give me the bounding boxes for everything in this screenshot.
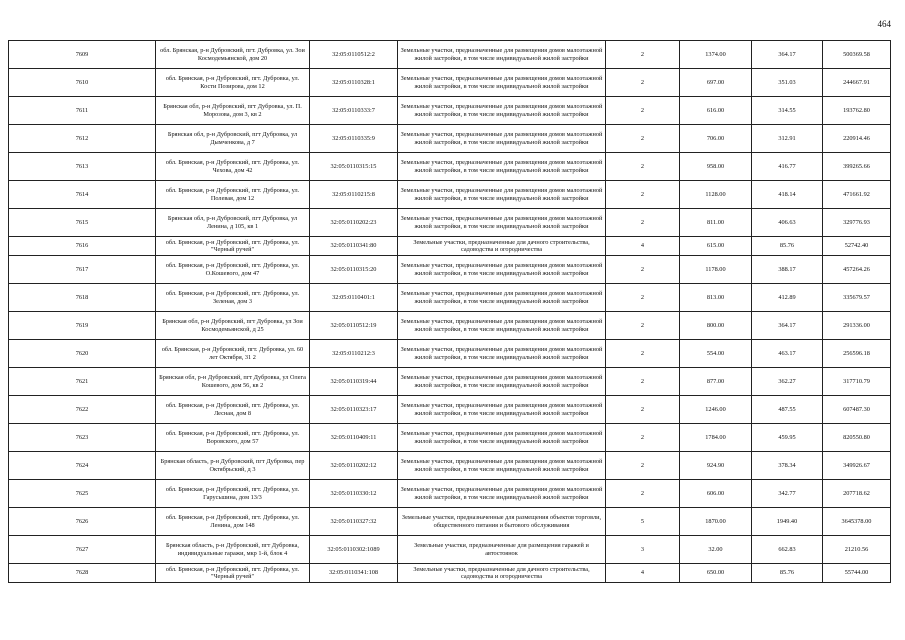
land-use-cell: Земельные участки, предназначенные для размещения домов малоэтажной жилой застройки, в том числе индивидуальной жилой застройки [398,452,606,480]
address-cell: обл. Брянская, р-н Дубровский, пгт. Дубровка, ул. Зои Космодемьянской, дом 20 [156,41,310,69]
cadastral-number-cell: 32:05:0110401:1 [310,284,398,312]
specific-value-cell: 388.17 [752,256,823,284]
address-cell: обл. Брянская, р-н Дубровский, пгт. Дубровка, ул. Кости Позирова, дом 12 [156,69,310,97]
row-number-cell: 7610 [9,69,156,97]
cadastral-value-cell: 317710.79 [823,368,891,396]
address-cell: обл. Брянская, р-н Дубровский, пгт. Дубровка, ул. Зеленая, дом 3 [156,284,310,312]
specific-value-cell: 406.63 [752,209,823,237]
cadastral-value-cell: 329776.93 [823,209,891,237]
area-cell: 1784.00 [680,424,752,452]
land-cadastral-table [8,40,891,583]
address-cell: обл. Брянская, р-н Дубровский, пгт. Дубровка, ул. Чехова, дом 42 [156,153,310,181]
specific-value-cell: 418.14 [752,181,823,209]
specific-value-cell: 378.34 [752,452,823,480]
cadastral-value-cell: 500369.58 [823,41,891,69]
cadastral-value-cell: 349926.67 [823,452,891,480]
area-cell: 1128.00 [680,181,752,209]
cadastral-number-cell: 32:05:0110327:32 [310,508,398,536]
table-row [9,312,891,340]
address-cell: обл. Брянская, р-н Дубровский, пгт. Дубровка, ул. "Черный ручей" [156,237,310,256]
cadastral-number-cell: 32:05:0110202:12 [310,452,398,480]
table-row [9,209,891,237]
group-cell: 4 [606,237,680,256]
address-cell: обл. Брянская, р-н Дубровский, пгт. Дубровка, ул. Полевая, дом 12 [156,181,310,209]
table-row [9,284,891,312]
land-use-cell: Земельные участки, предназначенные для дачного строительства, садоводства и огородничества [398,237,606,256]
table-row [9,368,891,396]
group-cell: 2 [606,480,680,508]
table-row [9,181,891,209]
address-cell: обл. Брянская, р-н Дубровский, пгт. Дубровка, ул. Гарусьшина, дом 13/3 [156,480,310,508]
address-cell: обл. Брянская, р-н Дубровский, пгт. Дубровка, ул. "Черный ручей" [156,564,310,583]
area-cell: 1374.00 [680,41,752,69]
cadastral-number-cell: 32:05:0110335:9 [310,125,398,153]
area-cell: 606.00 [680,480,752,508]
group-cell: 2 [606,209,680,237]
cadastral-number-cell: 32:05:0110323:17 [310,396,398,424]
group-cell: 2 [606,97,680,125]
address-cell: Брянская область, р-н Дубровский, пгт Дубровка, пер Октябрьский, д 3 [156,452,310,480]
row-number-cell: 7619 [9,312,156,340]
table-row [9,69,891,97]
land-use-cell: Земельные участки, предназначенные для размещения домов малоэтажной жилой застройки, в том числе индивидуальной жилой застройки [398,181,606,209]
address-cell: обл. Брянская, р-н Дубровский, пгт. Дубровка, ул. Ленина, дом 148 [156,508,310,536]
cadastral-number-cell: 32:05:0110330:12 [310,480,398,508]
land-use-cell: Земельные участки, предназначенные для размещения домов малоэтажной жилой застройки, в том числе индивидуальной жилой застройки [398,312,606,340]
cadastral-number-cell: 32:05:0110512:2 [310,41,398,69]
group-cell: 2 [606,312,680,340]
address-cell: Брянская обл, р-н Дубровский, пгт Дубровка, ул Олега Кошевого, дом 56, кв 2 [156,368,310,396]
area-cell: 800.00 [680,312,752,340]
page-number: 464 [877,19,891,29]
cadastral-value-cell: 244667.91 [823,69,891,97]
address-cell: Брянская обл, р-н Дубровский, пгт Дубровка, ул Ленина, д 105, кв 1 [156,209,310,237]
cadastral-value-cell: 335679.57 [823,284,891,312]
address-cell: обл. Брянская, р-н Дубровский, пгт. Дубровка, ул. О.Кошевого, дом 47 [156,256,310,284]
group-cell: 2 [606,424,680,452]
group-cell: 2 [606,41,680,69]
cadastral-number-cell: 32:05:0110328:1 [310,69,398,97]
land-use-cell: Земельные участки, предназначенные для размещения домов малоэтажной жилой застройки, в том числе индивидуальной жилой застройки [398,256,606,284]
address-cell: Брянская область, р-н Дубровский, пгт Дубровка, индивидуальные гаражи, мкр 1-й, блок 4 [156,536,310,564]
group-cell: 2 [606,284,680,312]
group-cell: 2 [606,368,680,396]
cadastral-number-cell: 32:05:0110315:20 [310,256,398,284]
cadastral-number-cell: 32:05:0110341:80 [310,237,398,256]
area-cell: 1870.00 [680,508,752,536]
group-cell: 2 [606,181,680,209]
land-use-cell: Земельные участки, предназначенные для размещения домов малоэтажной жилой застройки, в том числе индивидуальной жилой застройки [398,284,606,312]
cadastral-number-cell: 32:05:0110409:11 [310,424,398,452]
land-use-cell: Земельные участки, предназначенные для размещения домов малоэтажной жилой застройки, в том числе индивидуальной жилой застройки [398,69,606,97]
land-use-cell: Земельные участки, предназначенные для размещения домов малоэтажной жилой застройки, в том числе индивидуальной жилой застройки [398,368,606,396]
row-number-cell: 7617 [9,256,156,284]
cadastral-number-cell: 32:05:0110315:15 [310,153,398,181]
group-cell: 2 [606,256,680,284]
group-cell: 4 [606,564,680,583]
table-row [9,41,891,69]
row-number-cell: 7626 [9,508,156,536]
cadastral-value-cell: 256596.18 [823,340,891,368]
row-number-cell: 7618 [9,284,156,312]
area-cell: 877.00 [680,368,752,396]
group-cell: 5 [606,508,680,536]
row-number-cell: 7623 [9,424,156,452]
table-row [9,424,891,452]
address-cell: обл. Брянская, р-н Дубровский, пгт. Дубровка, ул. Лесная, дом 8 [156,396,310,424]
cadastral-number-cell: 32:05:0110319:44 [310,368,398,396]
group-cell: 2 [606,153,680,181]
row-number-cell: 7625 [9,480,156,508]
cadastral-number-cell: 32:05:0110212:3 [310,340,398,368]
specific-value-cell: 416.77 [752,153,823,181]
cadastral-value-cell: 207718.62 [823,480,891,508]
cadastral-value-cell: 3645378.00 [823,508,891,536]
row-number-cell: 7612 [9,125,156,153]
row-number-cell: 7616 [9,237,156,256]
specific-value-cell: 1949.40 [752,508,823,536]
address-cell: Брянская обл, р-н Дубровский, пгт Дубровка, ул Дымченкова, д 7 [156,125,310,153]
land-use-cell: Земельные участки, предназначенные для размещения гаражей и автостоянок [398,536,606,564]
cadastral-number-cell: 32:05:0110512:19 [310,312,398,340]
land-use-cell: Земельные участки, предназначенные для размещения домов малоэтажной жилой застройки, в том числе индивидуальной жилой застройки [398,424,606,452]
cadastral-value-cell: 291336.00 [823,312,891,340]
row-number-cell: 7622 [9,396,156,424]
table-row [9,396,891,424]
specific-value-cell: 463.17 [752,340,823,368]
specific-value-cell: 412.89 [752,284,823,312]
land-use-cell: Земельные участки, предназначенные для размещения домов малоэтажной жилой застройки, в том числе индивидуальной жилой застройки [398,153,606,181]
table-row [9,125,891,153]
cadastral-value-cell: 21210.56 [823,536,891,564]
specific-value-cell: 85.76 [752,564,823,583]
table-row [9,97,891,125]
address-cell: Брянская обл, р-н Дубровский, пгт Дубровка, ул Зои Космодемьянской, д 25 [156,312,310,340]
area-cell: 697.00 [680,69,752,97]
area-cell: 1246.00 [680,396,752,424]
cadastral-value-cell: 457264.26 [823,256,891,284]
specific-value-cell: 312.91 [752,125,823,153]
land-use-cell: Земельные участки, предназначенные для размещения домов малоэтажной жилой застройки, в том числе индивидуальной жилой застройки [398,209,606,237]
row-number-cell: 7621 [9,368,156,396]
cadastral-number-cell: 32:05:0110333:7 [310,97,398,125]
row-number-cell: 7609 [9,41,156,69]
row-number-cell: 7620 [9,340,156,368]
land-use-cell: Земельные участки, предназначенные для размещения объектов торговли, общественного питания и бытового обслуживания [398,508,606,536]
land-use-cell: Земельные участки, предназначенные для размещения домов малоэтажной жилой застройки, в том числе индивидуальной жилой застройки [398,340,606,368]
group-cell: 2 [606,125,680,153]
table-row [9,508,891,536]
cadastral-value-cell: 607487.30 [823,396,891,424]
land-use-cell: Земельные участки, предназначенные для размещения домов малоэтажной жилой застройки, в том числе индивидуальной жилой застройки [398,396,606,424]
cadastral-value-cell: 820550.80 [823,424,891,452]
row-number-cell: 7611 [9,97,156,125]
cadastral-value-cell: 52742.40 [823,237,891,256]
table-row [9,153,891,181]
cadastral-number-cell: 32:05:0110341:108 [310,564,398,583]
table-row [9,237,891,256]
row-number-cell: 7613 [9,153,156,181]
group-cell: 3 [606,536,680,564]
specific-value-cell: 662.83 [752,536,823,564]
row-number-cell: 7628 [9,564,156,583]
area-cell: 811.00 [680,209,752,237]
specific-value-cell: 459.95 [752,424,823,452]
row-number-cell: 7627 [9,536,156,564]
table-row [9,536,891,564]
table-row [9,480,891,508]
specific-value-cell: 342.77 [752,480,823,508]
cadastral-value-cell: 55744.00 [823,564,891,583]
specific-value-cell: 85.76 [752,237,823,256]
area-cell: 32.00 [680,536,752,564]
row-number-cell: 7614 [9,181,156,209]
area-cell: 958.00 [680,153,752,181]
land-use-cell: Земельные участки, предназначенные для размещения домов малоэтажной жилой застройки, в том числе индивидуальной жилой застройки [398,41,606,69]
group-cell: 2 [606,69,680,97]
cadastral-number-cell: 32:05:0110202:23 [310,209,398,237]
cadastral-number-cell: 32:05:0110215:8 [310,181,398,209]
cadastral-value-cell: 193762.80 [823,97,891,125]
area-cell: 554.00 [680,340,752,368]
specific-value-cell: 364.17 [752,312,823,340]
group-cell: 2 [606,340,680,368]
address-cell: обл. Брянская, р-н Дубровский, пгт. Дубровка, ул. Воровского, дом 57 [156,424,310,452]
address-cell: обл. Брянская, р-н Дубровский, пгт. Дубровка, ул. 60 лет Октября, 31 2 [156,340,310,368]
cadastral-value-cell: 471661.92 [823,181,891,209]
table-row [9,256,891,284]
area-cell: 924.90 [680,452,752,480]
table-row [9,564,891,583]
specific-value-cell: 362.27 [752,368,823,396]
group-cell: 2 [606,396,680,424]
land-use-cell: Земельные участки, предназначенные для дачного строительства, садоводства и огородничества [398,564,606,583]
specific-value-cell: 487.55 [752,396,823,424]
specific-value-cell: 351.03 [752,69,823,97]
table-body [9,41,891,583]
address-cell: Брянская обл, р-н Дубровский, пгт Дубровка, ул. П. Морозова, дом 3, кв 2 [156,97,310,125]
table-row [9,452,891,480]
row-number-cell: 7624 [9,452,156,480]
land-use-cell: Земельные участки, предназначенные для размещения домов малоэтажной жилой застройки, в том числе индивидуальной жилой застройки [398,97,606,125]
area-cell: 1178.00 [680,256,752,284]
row-number-cell: 7615 [9,209,156,237]
specific-value-cell: 364.17 [752,41,823,69]
area-cell: 615.00 [680,237,752,256]
cadastral-number-cell: 32:05:0110302:1089 [310,536,398,564]
cadastral-value-cell: 399265.66 [823,153,891,181]
area-cell: 706.00 [680,125,752,153]
area-cell: 650.00 [680,564,752,583]
group-cell: 2 [606,452,680,480]
area-cell: 813.00 [680,284,752,312]
area-cell: 616.00 [680,97,752,125]
land-use-cell: Земельные участки, предназначенные для размещения домов малоэтажной жилой застройки, в том числе индивидуальной жилой застройки [398,480,606,508]
land-use-cell: Земельные участки, предназначенные для размещения домов малоэтажной жилой застройки, в том числе индивидуальной жилой застройки [398,125,606,153]
table-row [9,340,891,368]
cadastral-value-cell: 220914.46 [823,125,891,153]
specific-value-cell: 314.55 [752,97,823,125]
